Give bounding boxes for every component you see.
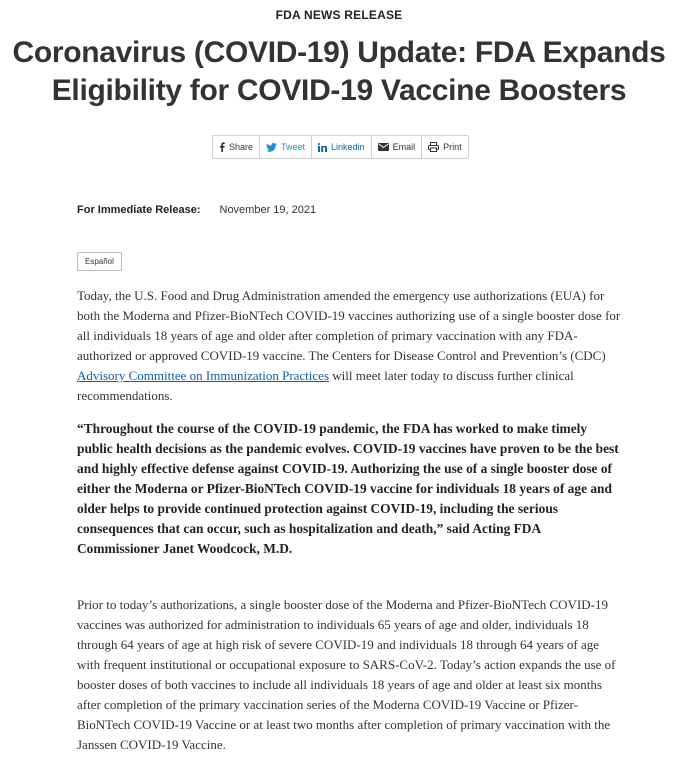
- release-label: For Immediate Release:: [77, 204, 201, 216]
- linkedin-icon: [318, 143, 327, 152]
- print-button[interactable]: [422, 136, 468, 158]
- share-twitter-button[interactable]: [260, 136, 312, 158]
- news-release-kicker: FDA NEWS RELEASE: [275, 8, 403, 22]
- release-date: November 19, 2021: [219, 204, 317, 216]
- share-linkedin-button[interactable]: [312, 136, 372, 158]
- share-label: Share: [229, 142, 254, 152]
- intro-paragraph: [77, 286, 622, 406]
- facebook-icon: [219, 142, 225, 152]
- spanish-language-button[interactable]: Español: [77, 252, 122, 271]
- background-paragraph: Prior to today’s authorizations, a single booster dose of the Moderna and Pfizer-BioNTech COVID-19 vaccines was authorized for administration to individuals 65 years of age and older, individuals 18 through 64 years of age at high risk of severe COVID-19 and individuals 18 through 64 years of age with frequent institutional or occupational exposure to SARS-CoV-2. Today’s action expands the use of booster doses of both vaccines to include all individuals 18 years of age and older at least six months after completion of the primary vaccination series of the Moderna COVID-19 Vaccine or Pfizer-BioNTech COVID-19 Vaccine or at least two months after completion of primary vaccination with the Janssen COVID-19 Vaccine.: [77, 597, 616, 752]
- share-toolbar: [212, 135, 469, 159]
- quote-paragraph: “Throughout the course of the COVID-19 pandemic, the FDA has worked to make timely public health decisions as the pandemic evolves. COVID-19 vaccines have proven to be the best and highly effective defense against COVID-19. Authorizing the use of a single booster dose of either the Moderna or Pfizer-BioNTech COVID-19 vaccine for individuals 18 years of age and older helps to provide continued protection against COVID-19, including the serious consequences that can occur, such as hospitalization and death,” said Acting FDA Commissioner Janet Woodcock, M.D.: [77, 421, 619, 556]
- print-label: Print: [443, 142, 462, 152]
- page-title: Coronavirus (COVID-19) Update: FDA Expands Eligibility for COVID-19 Vaccine Boosters: [12, 36, 666, 107]
- printer-icon: [428, 142, 439, 152]
- twitter-icon: [266, 143, 277, 152]
- intro-text-before: Today, the U.S. Food and Drug Administration amended the emergency use authorizations (EUA) for both the Moderna and Pfizer-BioNTech COVID-19 vaccines authorizing use of a single booster dose for all individuals 18 years of age and older after completion of primary vaccination with any FDA-authorized or approved COVID-19 vaccine. The Centers for Disease Control and Prevention’s (CDC): [77, 288, 621, 363]
- linkedin-label: Linkedin: [331, 142, 365, 152]
- release-info: [77, 204, 316, 216]
- acip-link[interactable]: Advisory Committee on Immunization Practices: [77, 368, 330, 383]
- intro-text-after: will meet later today to discuss further clinical recommendations.: [77, 368, 574, 403]
- share-facebook-button[interactable]: [213, 136, 260, 158]
- email-icon: [378, 143, 389, 151]
- email-label: Email: [392, 142, 416, 152]
- tweet-label: Tweet: [281, 142, 306, 152]
- share-email-button[interactable]: [372, 136, 423, 158]
